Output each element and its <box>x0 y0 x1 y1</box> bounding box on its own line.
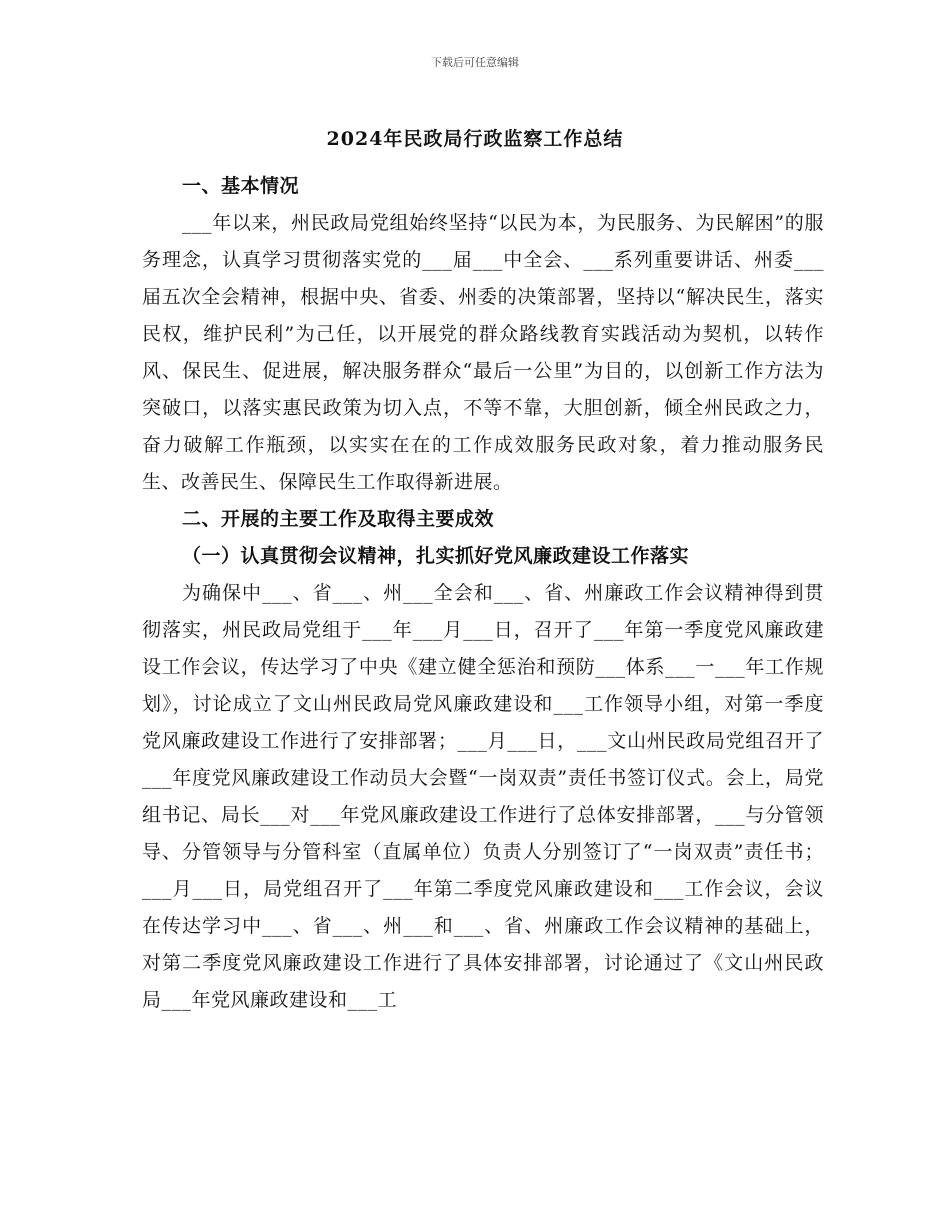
subsection-heading-1: （一）认真贯彻会议精神，扎实抓好党风廉政建设工作落实 <box>182 545 690 567</box>
document-title: 2024年民政局行政监察工作总结 <box>326 128 624 150</box>
section-heading-1: 一、基本情况 <box>182 175 300 197</box>
paragraph-main-work: 为确保中___、省___、州___全会和___、省、州廉政工作会议精神得到贯彻落实，州民政局党组于___年___月___日，召开了___年第一季度党风廉政建设工作会议，传达学习了中央《建立健全惩治和预防___体系___一___年工作规划》，讨论成立了文山州民政局党风廉政建设和___工作领导小组，对第一季度党风廉政建设工作进行了安排部署；___月___日，___文山州民政局党组召开了___年度党风廉政建设工作动员大会暨“一岗双责”责任书签订仪式。会上，局党组书记、局长___对___年党风廉政建设工作进行了总体安排部署，___与分管领导、分管领导与分管科室（直属单位）负责人分别签订了“一岗双责”责任书；___月___日，局党组召开了___年第二季度党风廉政建设和___工作会议，会议在传达学习中___、省___、州___和___、省、州廉政工作会议精神的基础上，对第二季度党风廉政建设工作进行了具体安排部署，讨论通过了《文山州民政局___年党风廉政建设和___工 <box>142 582 824 1011</box>
document-body <box>142 168 824 1019</box>
section-heading-2: 二、开展的主要工作及取得主要成效 <box>182 508 495 530</box>
page-header: 下载后可任意编辑 <box>431 56 519 69</box>
paragraph-basic-situation: ___年以来，州民政局党组始终坚持“以民为本，为民服务、为民解困”的服务理念，认真学习贯彻落实党的___届___中全会、___系列重要讲话、州委___届五次全会精神，根据中央、省委、州委的决策部署，坚持以“解决民生，落实民权，维护民利”为己任，以开展党的群众路线教育实践活动为契机，以转作风、保民生、促进展，解决服务群众“最后一公里”为目的，以创新工作方法为突破口，以落实惠民政策为切入点，不等不靠，大胆创新，倾全州民政之力，奋力破解工作瓶颈，以实实在在的工作成效服务民政对象，着力推动服务民生、改善民生、保障民生工作取得新进展。 <box>142 212 824 493</box>
